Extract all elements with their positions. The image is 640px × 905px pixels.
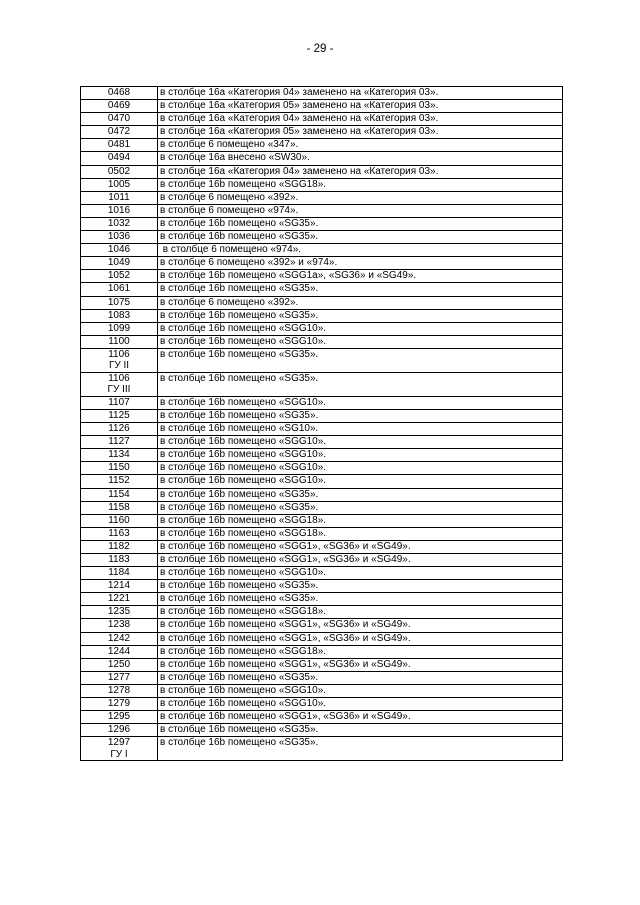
table-row bbox=[81, 113, 563, 126]
amendment-text: в столбце 16b помещено «SGG10». bbox=[158, 449, 563, 462]
un-number-cell bbox=[81, 204, 158, 217]
un-number-cell bbox=[81, 527, 158, 540]
un-number-cell bbox=[81, 126, 158, 139]
un-number-cell bbox=[81, 191, 158, 204]
amendment-text: в столбце 16а «Категория 05» заменено на «Категория 03». bbox=[158, 100, 563, 113]
un-number-cell bbox=[81, 244, 158, 257]
amendment-text: в столбце 16b помещено «SGG10». bbox=[158, 396, 563, 409]
amendment-text: в столбце 16b помещено «SG35». bbox=[158, 348, 563, 372]
amendment-text: в столбце 6 помещено «392» и «974». bbox=[158, 257, 563, 270]
packing-group: ГУ III bbox=[107, 384, 131, 396]
un-number-cell bbox=[81, 619, 158, 632]
un-number: 0470 bbox=[107, 113, 131, 125]
amendment-text: в столбце 16а «Категория 05» заменено на «Категория 03». bbox=[158, 126, 563, 139]
table-row bbox=[81, 409, 563, 422]
table-row bbox=[81, 335, 563, 348]
amendment-text: в столбце 16b помещено «SGG10». bbox=[158, 684, 563, 697]
un-number-cell bbox=[81, 737, 158, 761]
un-number: 0481 bbox=[107, 139, 131, 151]
amendment-text: в столбце 16b помещено «SG35». bbox=[158, 488, 563, 501]
un-number: 1061 bbox=[107, 283, 131, 295]
table-row bbox=[81, 606, 563, 619]
table-row bbox=[81, 283, 563, 296]
un-number-cell bbox=[81, 554, 158, 567]
table-row bbox=[81, 309, 563, 322]
page-number: - 29 - bbox=[306, 43, 334, 55]
amendment-text: в столбце 16b помещено «SG35». bbox=[158, 737, 563, 761]
un-number-cell bbox=[81, 580, 158, 593]
un-number-cell bbox=[81, 645, 158, 658]
table-row bbox=[81, 645, 563, 658]
amendment-text: в столбце 16а «Категория 04» заменено на «Категория 03». bbox=[158, 87, 563, 100]
table-row bbox=[81, 372, 563, 396]
un-number-cell bbox=[81, 348, 158, 372]
table-row bbox=[81, 270, 563, 283]
table-row bbox=[81, 632, 563, 645]
un-number-cell bbox=[81, 449, 158, 462]
un-number: 1296 bbox=[107, 724, 131, 736]
un-number-cell bbox=[81, 139, 158, 152]
amendment-text: в столбце 16b помещено «SGG18». bbox=[158, 527, 563, 540]
table-row bbox=[81, 711, 563, 724]
un-number: 0502 bbox=[107, 165, 131, 177]
table-row bbox=[81, 737, 563, 761]
table-row bbox=[81, 671, 563, 684]
un-number: 1250 bbox=[107, 658, 131, 670]
table-row bbox=[81, 501, 563, 514]
un-number-cell bbox=[81, 671, 158, 684]
amendment-text: в столбце 16b помещено «SGG18». bbox=[158, 645, 563, 658]
table-row bbox=[81, 593, 563, 606]
un-number-cell bbox=[81, 632, 158, 645]
amendment-text: в столбце 16b помещено «SGG1», «SG36» и «SG49». bbox=[158, 554, 563, 567]
un-number: 1134 bbox=[108, 449, 130, 461]
un-number: 1221 bbox=[107, 593, 131, 605]
table-row bbox=[81, 488, 563, 501]
table-row bbox=[81, 698, 563, 711]
amendment-text: в столбце 6 помещено «347». bbox=[158, 139, 563, 152]
un-number: 1011 bbox=[108, 191, 130, 203]
table-row bbox=[81, 619, 563, 632]
un-number: 1052 bbox=[107, 270, 131, 282]
amendment-text: в столбце 16b помещено «SGG10». bbox=[158, 436, 563, 449]
un-number: 1032 bbox=[107, 217, 131, 229]
amendment-text: в столбце 16b помещено «SGG1», «SG36» и «SG49». bbox=[158, 658, 563, 671]
un-number-cell bbox=[81, 257, 158, 270]
un-number: 1160 bbox=[108, 514, 130, 526]
un-number: 1183 bbox=[108, 554, 130, 565]
un-number-cell bbox=[81, 113, 158, 126]
un-number: 1152 bbox=[108, 475, 130, 487]
amendment-text: в столбце 16b помещено «SG35». bbox=[158, 231, 563, 244]
un-number: 1279 bbox=[107, 698, 131, 710]
amendment-text: в столбце 16b помещено «SGG10». bbox=[158, 475, 563, 488]
un-number-cell bbox=[81, 711, 158, 724]
un-number-cell bbox=[81, 724, 158, 737]
un-number-cell bbox=[81, 309, 158, 322]
table-row bbox=[81, 217, 563, 230]
un-number-cell bbox=[81, 462, 158, 475]
amendment-text: в столбце 6 помещено «392». bbox=[158, 191, 563, 204]
amendment-text: в столбце 16b помещено «SG35». bbox=[158, 283, 563, 296]
table-row bbox=[81, 514, 563, 527]
un-number-cell bbox=[81, 593, 158, 606]
table-row bbox=[81, 139, 563, 152]
packing-group: ГУ II bbox=[108, 360, 130, 372]
un-number: 1107 bbox=[108, 396, 130, 408]
table-row bbox=[81, 724, 563, 737]
un-number-cell bbox=[81, 698, 158, 711]
un-number-cell bbox=[81, 283, 158, 296]
table-row bbox=[81, 527, 563, 540]
un-number-cell bbox=[81, 100, 158, 113]
amendment-text: в столбце 16b помещено «SG35». bbox=[158, 580, 563, 593]
table-row bbox=[81, 126, 563, 139]
amendment-text: в столбце 16а внесено «SW30». bbox=[158, 152, 563, 165]
amendment-text: в столбце 16b помещено «SGG18». bbox=[158, 606, 563, 619]
amendment-text: в столбце 6 помещено «974». bbox=[158, 204, 563, 217]
table-row bbox=[81, 231, 563, 244]
amendment-text: в столбце 6 помещено «392». bbox=[158, 296, 563, 309]
un-number-cell bbox=[81, 567, 158, 580]
amendment-text: в столбце 16b помещено «SG35». bbox=[158, 372, 563, 396]
table-row bbox=[81, 152, 563, 165]
un-number: 1075 bbox=[107, 296, 131, 308]
un-number: 1106 bbox=[108, 348, 130, 360]
table-row bbox=[81, 322, 563, 335]
table-row bbox=[81, 178, 563, 191]
un-number: 1278 bbox=[107, 684, 131, 696]
un-number: 1005 bbox=[107, 178, 131, 190]
amendment-text: в столбце 16b помещено «SGG10». bbox=[158, 462, 563, 475]
un-number: 1150 bbox=[108, 462, 130, 474]
un-number: 1295 bbox=[107, 711, 131, 723]
un-number: 1184 bbox=[108, 567, 130, 579]
un-number: 1100 bbox=[108, 335, 130, 347]
table-row bbox=[81, 348, 563, 372]
un-number: 1244 bbox=[107, 645, 131, 657]
un-number-cell bbox=[81, 152, 158, 165]
un-number: 1099 bbox=[107, 322, 131, 334]
un-number-cell bbox=[81, 396, 158, 409]
table-row bbox=[81, 204, 563, 217]
un-number-cell bbox=[81, 658, 158, 671]
un-number-cell bbox=[81, 606, 158, 619]
amendment-text: в столбце 16b помещено «SGG1a», «SG36» и «SG49». bbox=[158, 270, 563, 283]
un-number-cell bbox=[81, 409, 158, 422]
amendment-text: в столбце 16b помещено «SG35». bbox=[158, 409, 563, 422]
table-row bbox=[81, 191, 563, 204]
un-number: 1235 bbox=[107, 606, 131, 618]
amendment-text: в столбце 16b помещено «SGG10». bbox=[158, 322, 563, 335]
amendment-text: в столбце 16b помещено «SGG18». bbox=[158, 514, 563, 527]
amendment-text: в столбце 16b помещено «SGG1», «SG36» и «SG49». bbox=[158, 632, 563, 645]
table-row bbox=[81, 423, 563, 436]
amendment-text: в столбце 16b помещено «SG35». bbox=[158, 501, 563, 514]
table-row bbox=[81, 567, 563, 580]
un-number-cell bbox=[81, 514, 158, 527]
table-row bbox=[81, 436, 563, 449]
amendments-table-body bbox=[81, 87, 563, 761]
un-number-cell bbox=[81, 231, 158, 244]
table-row bbox=[81, 87, 563, 100]
amendment-text: в столбце 16b помещено «SGG10». bbox=[158, 567, 563, 580]
un-number-cell bbox=[81, 423, 158, 436]
amendment-text: в столбце 16b помещено «SGG1», «SG36» и «SG49». bbox=[158, 619, 563, 632]
table-row bbox=[81, 296, 563, 309]
un-number: 0469 bbox=[107, 100, 131, 112]
table-row bbox=[81, 100, 563, 113]
un-number-cell bbox=[81, 501, 158, 514]
table-row bbox=[81, 540, 563, 553]
un-number: 1049 bbox=[107, 257, 131, 269]
un-number-cell bbox=[81, 372, 158, 396]
table-row bbox=[81, 257, 563, 270]
table-row bbox=[81, 396, 563, 409]
un-number-cell bbox=[81, 217, 158, 230]
amendment-text: в столбце 16b помещено «SG35». bbox=[158, 593, 563, 606]
un-number-cell bbox=[81, 436, 158, 449]
table-row bbox=[81, 462, 563, 475]
un-number-cell bbox=[81, 540, 158, 553]
amendment-text: в столбце 16b помещено «SGG1», «SG36» и «SG49». bbox=[158, 540, 563, 553]
un-number: 1214 bbox=[107, 580, 131, 592]
amendment-text: в столбце 16b помещено «SGG10». bbox=[158, 335, 563, 348]
amendment-text: в столбце 16b помещено «SG35». bbox=[158, 724, 563, 737]
un-number: 1297 bbox=[107, 737, 131, 749]
un-number: 1046 bbox=[107, 244, 131, 256]
table-row bbox=[81, 684, 563, 697]
table-row bbox=[81, 658, 563, 671]
un-number: 1154 bbox=[108, 488, 130, 500]
un-number-cell bbox=[81, 684, 158, 697]
amendment-text: в столбце 16а «Категория 04» заменено на «Категория 03». bbox=[158, 165, 563, 178]
amendments-table bbox=[80, 86, 563, 761]
table-row bbox=[81, 475, 563, 488]
un-number: 0468 bbox=[107, 87, 131, 98]
table-row bbox=[81, 165, 563, 178]
un-number: 1238 bbox=[107, 619, 131, 631]
un-number: 1158 bbox=[108, 501, 130, 513]
amendment-text: в столбце 16b помещено «SG10». bbox=[158, 423, 563, 436]
amendment-text: в столбце 16b помещено «SG35». bbox=[158, 309, 563, 322]
un-number-cell bbox=[81, 178, 158, 191]
amendment-text: в столбце 6 помещено «974». bbox=[158, 244, 563, 257]
un-number-cell bbox=[81, 296, 158, 309]
un-number-cell bbox=[81, 475, 158, 488]
amendment-text: в столбце 16b помещено «SG35». bbox=[158, 671, 563, 684]
packing-group: ГУ I bbox=[110, 748, 128, 760]
un-number: 1242 bbox=[107, 632, 131, 644]
table-row bbox=[81, 244, 563, 257]
un-number: 0472 bbox=[107, 126, 131, 138]
un-number-cell bbox=[81, 270, 158, 283]
un-number: 1016 bbox=[107, 204, 131, 216]
un-number-cell bbox=[81, 322, 158, 335]
un-number-cell bbox=[81, 335, 158, 348]
amendment-text: в столбце 16b помещено «SGG1», «SG36» и «SG49». bbox=[158, 711, 563, 724]
table-row bbox=[81, 554, 563, 567]
amendment-text: в столбце 16а «Категория 04» заменено на «Категория 03». bbox=[158, 113, 563, 126]
amendment-text: в столбце 16b помещено «SGG18». bbox=[158, 178, 563, 191]
un-number: 1083 bbox=[107, 309, 131, 321]
un-number: 1125 bbox=[108, 409, 130, 421]
un-number: 1163 bbox=[108, 527, 130, 539]
un-number: 1182 bbox=[108, 540, 130, 552]
table-row bbox=[81, 580, 563, 593]
un-number: 1126 bbox=[108, 423, 130, 435]
un-number-cell bbox=[81, 488, 158, 501]
un-number: 1277 bbox=[107, 671, 131, 683]
un-number: 1036 bbox=[107, 231, 131, 243]
un-number: 0494 bbox=[107, 152, 131, 164]
un-number: 1106 bbox=[108, 372, 130, 384]
un-number-cell bbox=[81, 165, 158, 178]
amendment-text: в столбце 16b помещено «SG35». bbox=[158, 217, 563, 230]
table-row bbox=[81, 449, 563, 462]
un-number-cell bbox=[81, 87, 158, 100]
un-number: 1127 bbox=[108, 436, 130, 448]
amendment-text: в столбце 16b помещено «SGG10». bbox=[158, 698, 563, 711]
